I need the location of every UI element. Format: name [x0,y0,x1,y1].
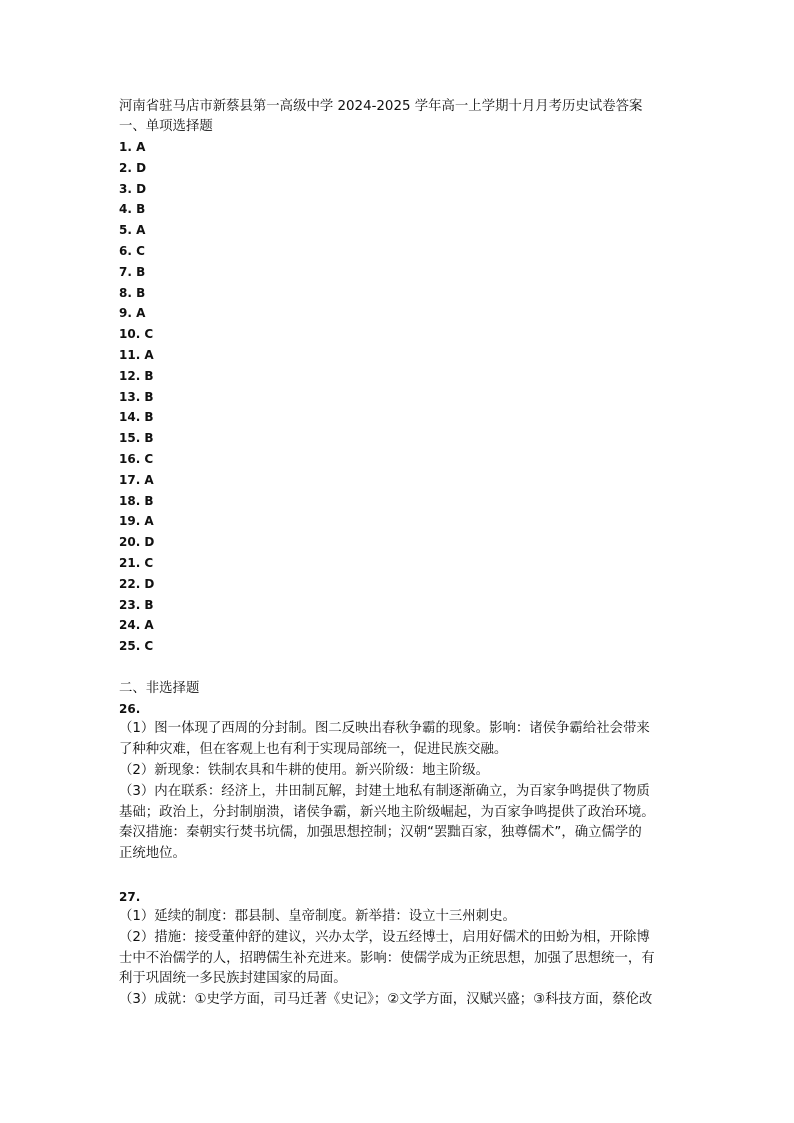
section-heading-multiple-choice: 一、单项选择题 [119,119,213,134]
answer-item: 3. D [119,181,147,196]
document-title: 河南省驻马店市新蔡县第一高级中学 2024-2025 学年高一上学期十月月考历史试卷答案 [119,99,643,114]
answer-item: 11. A [119,347,154,362]
answer-item: 20. D [119,535,155,550]
answer-item: 5. A [119,223,146,238]
text-line: （1）延续的制度：郡县制、皇帝制度。新举措：设立十三州刺史。 [119,909,516,924]
question-number-27: 27. [119,890,141,904]
question-number-26: 26. [119,702,141,716]
q27-part3-answer [119,990,681,1011]
q26-part2-answer [119,761,681,782]
text-line: （3）成就：①史学方面，司马迁著《史记》；②文学方面，汉赋兴盛；③科技方面，蔡伦改 [119,992,653,1007]
answer-item: 16. C [119,451,154,466]
answer-item: 8. B [119,285,146,300]
q26-part3-answer [119,782,681,864]
q27-part2-answer [119,928,681,990]
answer-item: 17. A [119,472,154,487]
answer-item: 14. B [119,410,154,425]
answer-item: 6. C [119,243,145,258]
answer-item: 15. B [119,431,154,446]
text-line: 秦汉措施：秦朝实行焚书坑儒，加强思想控制；汉朝“罢黜百家，独尊儒术”，确立儒学的 [119,825,642,841]
answer-item: 21. C [119,555,154,570]
answer-item: 18. B [119,493,154,508]
answer-item: 9. A [119,306,146,321]
text-line: （1）图一体现了西周的分封制。图二反映出春秋争霸的现象。影响：诸侯争霸给社会带来 [119,721,650,736]
answer-item: 23. B [119,597,154,612]
answer-item: 12. B [119,368,154,383]
answer-item: 24. A [119,618,154,633]
text-line: 正统地位。 [119,845,186,861]
text-line: （2）新现象：铁制农具和牛耕的使用。新兴阶级：地主阶级。 [119,763,490,778]
answer-item: 4. B [119,202,146,217]
answer-item: 7. B [119,264,146,279]
text-line: 利于巩固统一多民族封建国家的局面。 [119,971,347,987]
text-line: 士中不治儒学的人，招聘儒生补充进来。影响：使儒学成为正统思想，加强了思想统一，有 [119,950,655,966]
answer-list [119,137,154,657]
q27-part1-answer [119,907,681,928]
text-line: （3）内在联系：经济上，井田制瓦解，封建土地私有制逐渐确立，为百家争鸣提供了物质 [119,784,650,799]
answer-item: 10. C [119,327,154,342]
text-line: 基础；政治上，分封制崩溃，诸侯争霸，新兴地主阶级崛起，为百家争鸣提供了政治环境。 [119,804,655,820]
answer-item: 25. C [119,639,154,654]
answer-item: 2. D [119,160,147,175]
q26-part1-answer [119,719,681,760]
answer-item: 22. D [119,576,155,591]
text-line: 了种种灾难，但在客观上也有利于实现局部统一，促进民族交融。 [119,741,508,757]
section-heading-non-multiple-choice: 二、非选择题 [119,681,200,696]
text-line: （2）措施：接受董仲舒的建议，兴办太学，设五经博士，启用好儒术的田蚡为相，开除博 [119,930,650,945]
answer-item: 13. B [119,389,154,404]
answer-item: 1. A [119,140,146,154]
answer-item: 19. A [119,514,154,529]
